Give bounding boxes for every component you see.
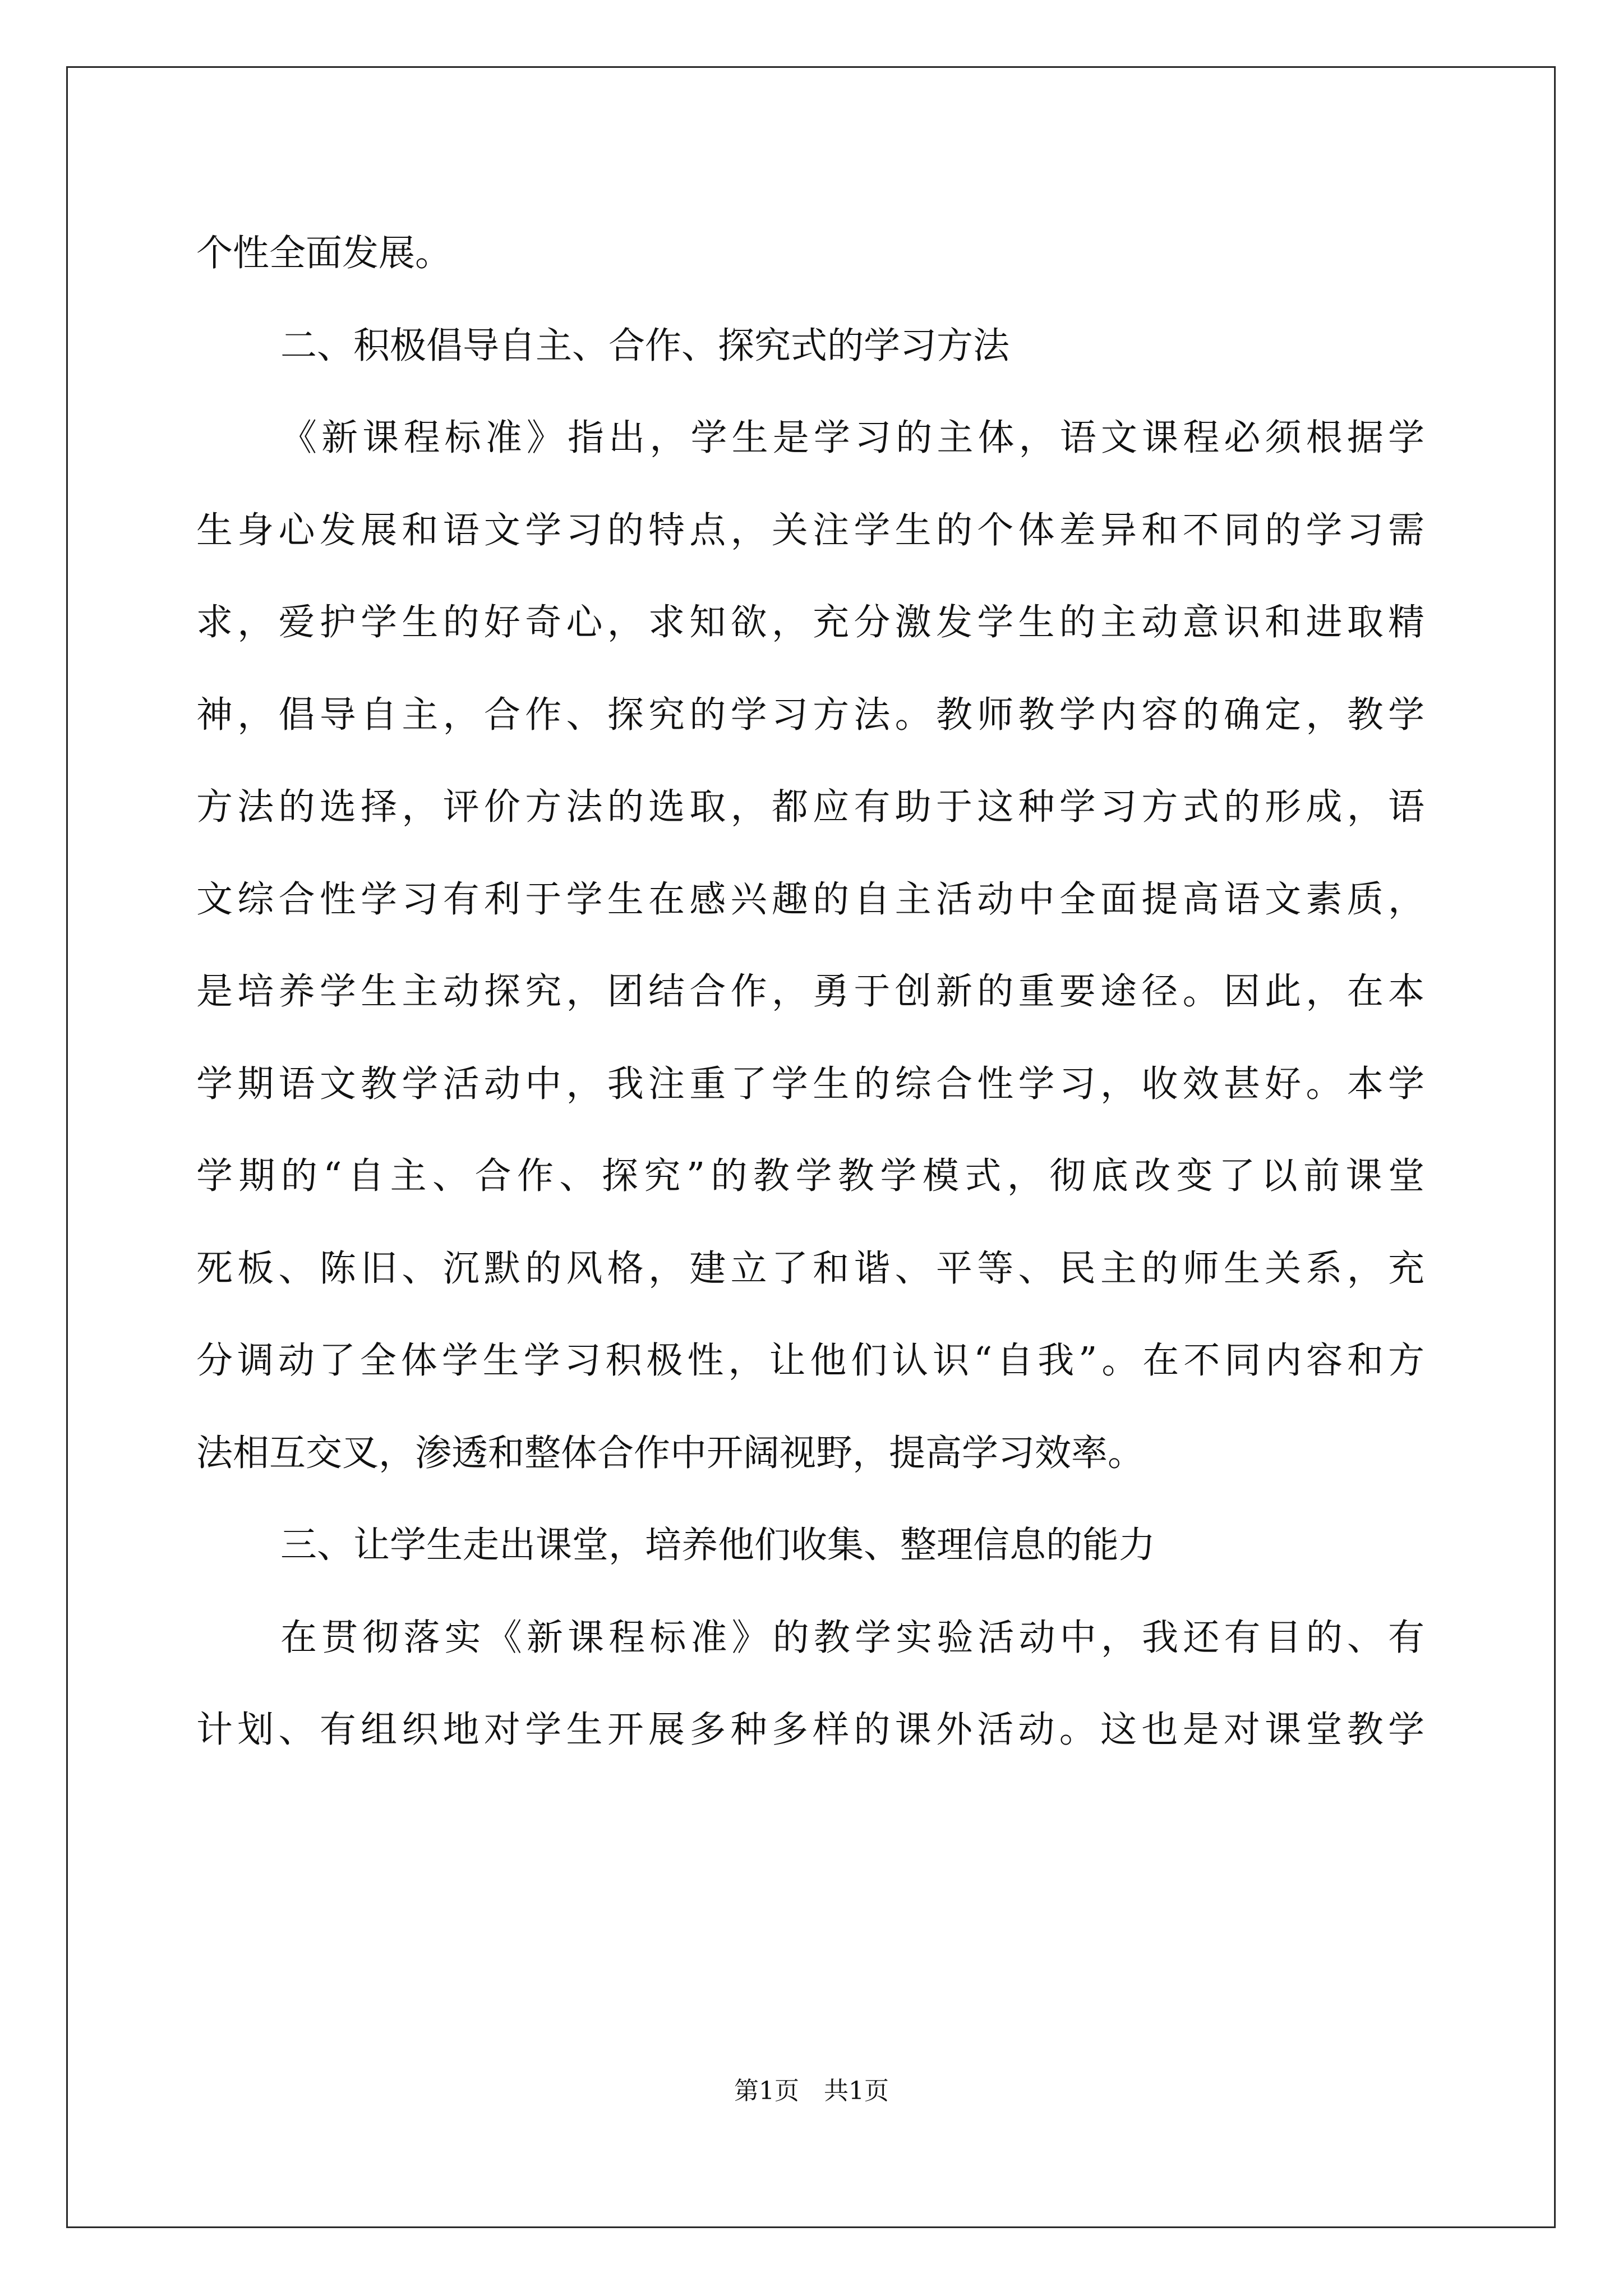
text-line: 神，倡导自主，合作、探究的学习方法。教师教学内容的确定，教学 xyxy=(196,693,1424,736)
text-line: 文综合性学习有利于学生在感兴趣的自主活动中全面提高语文素质， xyxy=(196,878,1424,921)
text-line: 生身心发展和语文学习的特点，关注学生的个体差异和不同的学习需 xyxy=(196,509,1424,551)
text-line: 方法的选择，评价方法的选取，都应有助于这种学习方式的形成，语 xyxy=(196,786,1424,828)
document-body xyxy=(196,208,1424,1777)
text-line: 法相互交叉，渗透和整体合作中开阔视野，提高学习效率。 xyxy=(196,1432,1145,1474)
text-line: 三、让学生走出课堂，培养他们收集、整理信息的能力 xyxy=(280,1524,1156,1566)
page-footer xyxy=(0,2074,1623,2108)
page-total: 共1页 xyxy=(824,2077,889,2105)
text-line: 学期的“自主、合作、探究”的教学教学模式，彻底改变了以前课堂 xyxy=(196,1155,1424,1197)
text-line: 在贯彻落实《新课程标准》的教学实验活动中，我还有目的、有 xyxy=(280,1616,1424,1659)
text-line: 分调动了全体学生学习积极性，让他们认识“自我”。在不同内容和方 xyxy=(196,1340,1424,1382)
text-line: 求，爱护学生的好奇心，求知欲，充分激发学生的主动意识和进取精 xyxy=(196,601,1424,643)
text-line: 学期语文教学活动中，我注重了学生的综合性学习，收效甚好。本学 xyxy=(196,1062,1424,1105)
text-line: 二、积极倡导自主、合作、探究式的学习方法 xyxy=(280,324,1010,367)
text-line: 死板、陈旧、沉默的风格，建立了和谐、平等、民主的师生关系，充 xyxy=(196,1247,1424,1290)
text-line: 计划、有组织地对学生开展多种多样的课外活动。这也是对课堂教学 xyxy=(196,1709,1424,1751)
text-line: 《新课程标准》指出，学生是学习的主体，语文课程必须根据学 xyxy=(280,417,1424,459)
text-line: 个性全面发展。 xyxy=(196,232,452,274)
text-line: 是培养学生主动探究，团结合作，勇于创新的重要途径。因此，在本 xyxy=(196,970,1424,1013)
page-number: 第1页 xyxy=(734,2077,799,2105)
